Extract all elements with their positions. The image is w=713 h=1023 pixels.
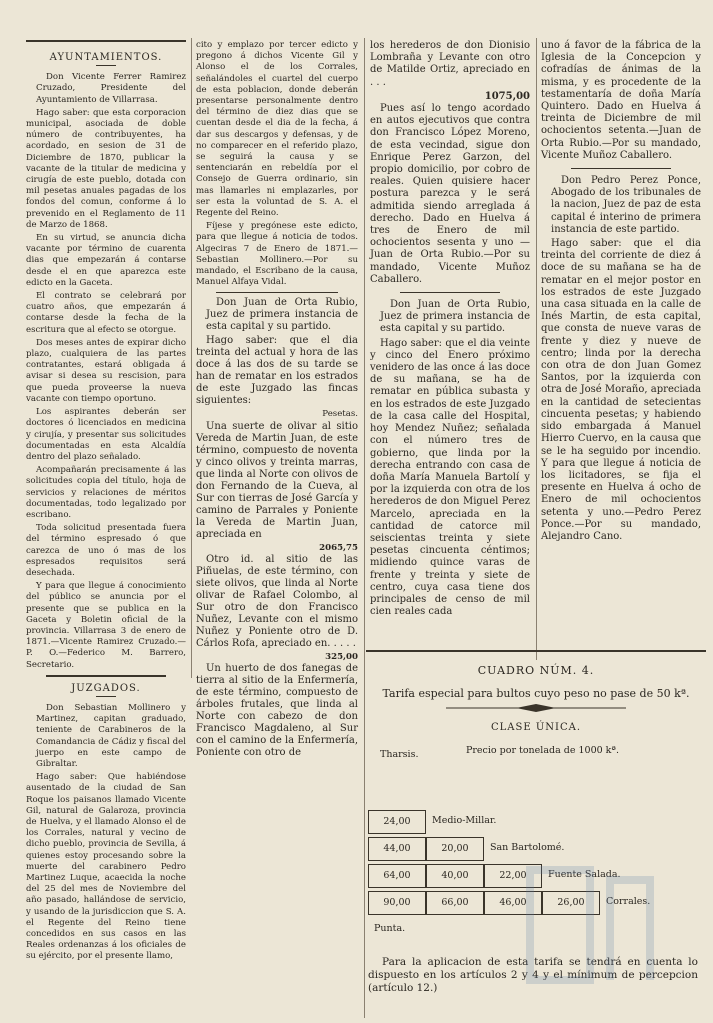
tariff-cell: 64,00 <box>368 864 426 888</box>
amount: 2065,75 <box>319 542 358 553</box>
paragraph: Don Vicente Ferrer Ramirez Cruzado, Presidente del Ayuntamiento de Villarrasa. <box>36 72 186 105</box>
column-4 <box>541 40 701 545</box>
tariff-cell: 66,00 <box>426 891 484 915</box>
paragraph: Hago saber: que el dia treinta del actual y hora de las doce á las dos de su tarde se han de rematar en los estrados de este Juzgado las fincas siguientes: <box>196 335 358 407</box>
table-header <box>366 745 706 767</box>
amount: 1075,00 <box>484 90 530 102</box>
short-rule <box>96 696 116 697</box>
section-rule <box>46 675 166 677</box>
paragraph: Don Pedro Perez Ponce, Abogado de los tribunales de la nacion, Juez de paz de esta capital é interino de primera instancia de este partido. <box>551 175 702 235</box>
paragraph: Hago saber: que el dia treinta del corriente de diez á doce de su mañana se ha de rematar en el mejor postor en los estrados de este Juzgado una casa situada en la calle de Inés Martin, de esta capital, que consta de nueve varas de frente y diez y nueve de centro; linda por la derecha con otra de don Juan Gomez Santos, por la izquierda con otra de José Moraño, apreciada en la cantidad de setecientas cincuenta pesetas; y habiendo sido embargada á Manuel Hierro Cuervo, en la causa que se le ha seguido por incendio. Y para que llegue á noticia de los licitadores, se fija el presente en Huelva á ocho de Enero de mil ochocientos setenta y uno.—Pedro Perez Ponce.—Por su mandado, Alejandro Cano. <box>541 238 701 542</box>
archive-watermark <box>500 840 710 1020</box>
ornament-rule <box>366 704 706 714</box>
column-2 <box>196 40 358 761</box>
paragraph: Los aspirantes deberán ser doctores ó licenciados en medicina y cirujía, y presentar sus solicitudes documentadas en esta Alcaldía dentro del plazo señalado. <box>26 407 186 462</box>
paragraph: Pues así lo tengo acordado en autos ejecutivos que contra don Francisco López Moreno, de esta vecindad, sigue don Enrique Perez Garzon, del propio domicilio, por cobro de reales. Quien quisiere hacer postura parezca y le será admitida siendo arreglada á derecho. Dado en Huelva á tres de Enero de mil ochocientos sesenta y uno — Juan de Orta Rubio.—Por su mandado, Vicente Muñoz Caballero. <box>370 103 530 285</box>
paragraph: Un huerto de dos fanegas de tierra al sitio de la Enfermería, de este término, compuesto de árboles frutales, que linda al Norte con cabezo de don Francisco Magdaleno, al Sur con el camino de la Enfermería, Poniente con otro de <box>196 663 358 759</box>
tariff-cell: 46,00 <box>484 891 542 915</box>
footnote: Para la aplicacion de esta tarifa se tendrá en cuenta lo dispuesto en los artículos 2 y 4 y el mínimum de percepcion (artículo 12.) <box>368 956 698 994</box>
tariff-cell: 22,00 <box>484 864 542 888</box>
paragraph: Don Juan de Orta Rubio, Juez de primera instancia de esta capital y su partido. <box>206 297 358 333</box>
cuadro-top-rule <box>366 650 706 652</box>
cuadro-title: CUADRO NÚM. 4. <box>477 664 595 677</box>
paragraph: los herederos de don Dionisio Lombraña y Levante con otro de Matilde Ortiz, apreciado en . . . <box>370 40 530 88</box>
paragraph: Don Juan de Orta Rubio, Juez de primera instancia de esta capital y su partido. <box>380 299 530 335</box>
paragraph: Una suerte de olivar al sitio Vereda de Martin Juan, de este término, compuesto de noventa y cinco olivos y treinta marras, que linda al Norte con olivos de don Fernando de la Cueva, al Sur con tierras de José García y camino de Parrales y Poniente la Vereda de Martin Juan, apreciada en <box>196 420 358 540</box>
short-rule <box>96 65 116 66</box>
station-name: Medio-Millar. <box>432 815 497 826</box>
column-divider <box>536 38 537 660</box>
col-header-origin: Tharsis. <box>380 749 419 760</box>
paragraph: cito y emplazo por tercer edicto y pregono á dichos Vicente Gil y Alonso el de los Corrales, señalándoles el cuartel del cuerpo de esta poblacion, donde deberán presentarse personalmente dentro del término de diez dias que se cuentan desde el dia de la fecha, á dar sus descargos y defensas, y de no comparecer en el referido plazo, se seguirá la causa y se sentenciarán en rebeldía por el Consejo de Guerra ordinario, sin mas llamarles ni emplazarles, por ser esta la voluntad de S. A. el Regente del Reino. <box>196 40 358 219</box>
col-header-price: Precio por tonelada de 1000 kª. <box>466 745 619 756</box>
amount: 325,00 <box>325 651 358 662</box>
paragraph: Hago saber: que esta corporacion municipal, asociada de doble número de contribuyentes, ha acordado, en sesion de 31 de Diciembre de 1870, publicar la vacante de la titular de medicina y cirugía de este pueblo, dotada con mil pesetas anuales pagadas de los fondos del comun, conforme á lo prevenido en el Reglamento de 11 de Marzo de 1868. <box>26 107 186 230</box>
section-rule <box>400 292 500 293</box>
column-3 <box>370 40 530 620</box>
section-rule <box>571 168 671 169</box>
tariff-cell: 20,00 <box>426 837 484 861</box>
column-divider <box>191 38 192 678</box>
column-divider <box>364 38 365 1018</box>
paragraph: Hago saber: que el dia veinte y cinco del Enero próximo venidero de las once á las doce de su mañana, se ha de rematar en pública subasta y en los estrados de este Juzgado de la casa calle del Hospital, hoy Mendez Nuñez; señalada con el número tres de gobierno, que linda por la derecha entrando con casa de doña María Manuela Bartolí y por la izquierda con otra de los herederos de don Miguel Perez Marcelo, apreciada en la cantidad de catorce mil seiscientas treinta y siete pesetas cincuenta céntimos; midiendo quince varas de frente y treinta y siete de centro, cuya casa tiene dos principales de censo de mil cien reales cada <box>370 337 530 618</box>
tariff-cell: 44,00 <box>368 837 426 861</box>
paragraph: Don Sebastian Mollinero y Martinez, capitan graduado, teniente de Carabineros de la Comandancia de Cádiz y fiscal del juerpo en este campo de Gibraltar. <box>36 702 186 769</box>
paragraph: Y para que llegue á conocimiento del público se anuncia por el presente que se publica en la Gaceta y Boletin oficial de la provincia. Villarrasa 3 de enero de 1871.—Vicente Ramirez Cruzado.—P. O.—Federico M. Barrero, Secretario. <box>26 581 186 670</box>
paragraph: Hago saber: Que habiéndose ausentado de la ciudad de San Roque los paisanos llamado Vicente Gil, natural de Galaroza, provincia de Huelva, y el llamado Alonso el de los Corrales, natural y vecino de dicho pueblo, provincia de Sevilla, á quienes estoy procesando sobre la muerte del carabinero Pedro Martinez Luque, acaecida la noche del 25 del mes de Noviembre del año pasado, hallándose de servicio, y usando de la jurisdiccion que S. A. el Regente del Reino tiene concedidos en sus casos en las Reales ordenanzas á los oficiales de su ejército, por el presente llamo, <box>26 772 186 962</box>
paragraph: Dos meses antes de expirar dicho plazo, cualquiera de las partes contratantes, estará obligada á avisar si desea su rescision, para que pueda proveerse la nueva vacante con tiempo oportuno. <box>26 337 186 404</box>
clase-heading: CLASE ÚNICA. <box>490 722 582 733</box>
tariff-cell: 40,00 <box>426 864 484 888</box>
paragraph: En su virtud, se anuncia dicha vacante por término de cuarenta dias que empezarán á contarse desde el en que aparezca este edicto en la Gaceta. <box>26 233 186 288</box>
tariff-cell: 24,00 <box>368 810 426 834</box>
station-name: Punta. <box>374 923 406 934</box>
paragraph: Fíjese y pregónese este edicto, para que llegue á noticia de todos. Algeciras 7 de Enero de 1871.—Sebastian Mollinero.—Por su mandado, el Escribano de la causa, Manuel Alfaya Vidal. <box>196 221 358 288</box>
tariff-cell: 26,00 <box>542 891 600 915</box>
station-name: San Bartolomé. <box>490 842 565 853</box>
pesetas-label: Pesetas. <box>322 409 358 420</box>
tariff-cell: 90,00 <box>368 891 426 915</box>
cuadro-section <box>366 664 706 767</box>
section-title-juzgados: JUZGADOS. <box>71 682 141 694</box>
column-1 <box>26 40 186 965</box>
paragraph: El contrato se celebrará por cuatro años, que empezarán á contarse desde la fecha de la escritura que al efecto se otorgue. <box>26 291 186 335</box>
tarifa-heading: Tarifa especial para bultos cuyo peso no pase de 50 kª. <box>382 687 690 700</box>
paragraph: Acompañarán precisamente á las solicitudes copia del título, hoja de servicios y relaciones de méritos documentadas, todo legalizado por escribano. <box>26 465 186 520</box>
section-rule <box>216 292 338 293</box>
paragraph: uno á favor de la fábrica de la Iglesia de la Concepcion y cofradías de ánimas de la misma, y es procedente de la testamentaría de doña María Quintero. Dado en Huelva á treinta de Diciembre de mil ochocientos setenta.—Juan de Orta Rubio.—Por su mandado, Vicente Muñoz Caballero. <box>541 40 701 161</box>
station-name: Corrales. <box>606 896 651 907</box>
paragraph: Toda solicitud presentada fuera del término espresado ó que carezca de uno ó mas de los espresados requisitos será desechada. <box>26 523 186 578</box>
section-title-ayuntamientos: AYUNTAMIENTOS. <box>49 52 163 63</box>
paragraph: Otro id. al sitio de las Piñuelas, de este término, con siete olivos, que linda al Norte olivar de Rafael Colombo, al Sur otro de don Francisco Nuñez, Levante con el mismo Nuñez y Poniente otro de D. Cárlos Rofa, apreciado en. . . . . <box>196 553 358 649</box>
station-name: Fuente Salada. <box>548 869 621 880</box>
